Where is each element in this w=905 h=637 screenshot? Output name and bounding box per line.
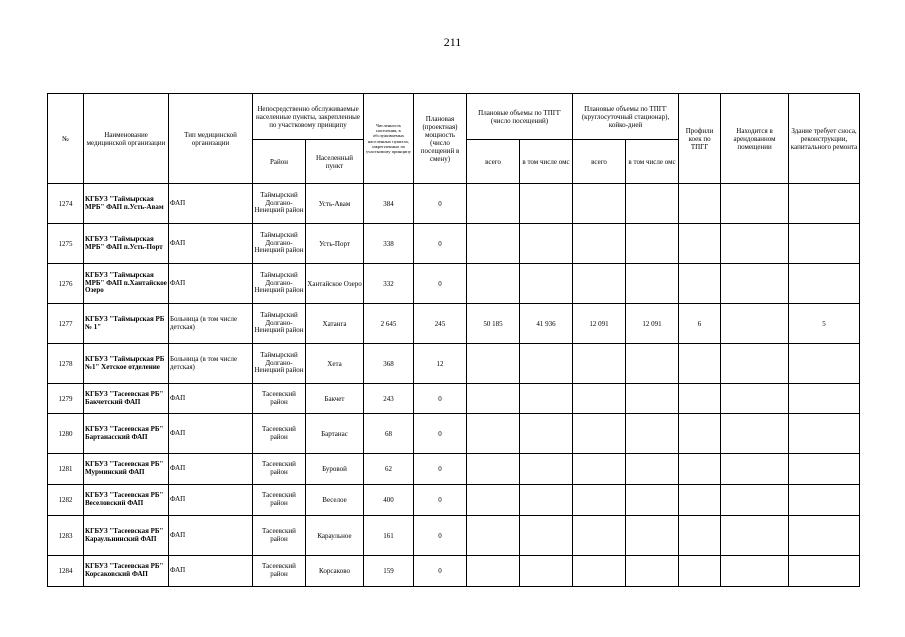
row-org-name: КГБУЗ "Таймырская МРБ" ФАП п.Усть-Порт	[84, 224, 169, 264]
table-row	[48, 516, 860, 556]
row-bed-profile	[679, 516, 721, 556]
row-district: Тасеевский район	[253, 485, 306, 516]
row-population: 338	[364, 224, 414, 264]
row-rented	[721, 304, 789, 344]
row-visits-oms	[520, 516, 573, 556]
row-no: 1282	[48, 485, 84, 516]
page-number: 211	[443, 35, 462, 49]
row-visits-total	[467, 264, 520, 304]
row-org-name: КГБУЗ "Таймырская МРБ" ФАП п.Усть-Авам	[84, 184, 169, 224]
row-org-type: ФАП	[169, 516, 253, 556]
table-row	[48, 454, 860, 485]
row-rented	[721, 264, 789, 304]
header-needs-repair: Здание требует сноса, реконструкции, капитального ремонта	[789, 94, 860, 184]
row-org-name: КГБУЗ "Таймырская РБ №1" Хетское отделение	[84, 344, 169, 384]
row-beds-total	[573, 384, 626, 414]
row-no: 1277	[48, 304, 84, 344]
row-no: 1274	[48, 184, 84, 224]
row-population: 68	[364, 414, 414, 454]
row-bed-profile	[679, 344, 721, 384]
table-row	[48, 344, 860, 384]
header-tpgg-beds: Плановые объемы по ТПГГ (круглосуточный стационар), койко-дней	[573, 94, 679, 140]
row-beds-oms	[626, 184, 679, 224]
row-capacity: 0	[414, 224, 467, 264]
row-org-name: КГБУЗ "Таймырская МРБ" ФАП п.Хантайское Озеро	[84, 264, 169, 304]
row-beds-oms	[626, 556, 679, 587]
row-beds-total	[573, 344, 626, 384]
row-visits-oms	[520, 414, 573, 454]
row-org-type: ФАП	[169, 485, 253, 516]
row-settlement: Усть-Порт	[306, 224, 364, 264]
header-population: Численность населения, в обслуживаемых населенных пунктах, закрепленных по участковому принципу	[364, 94, 414, 184]
row-population: 400	[364, 485, 414, 516]
row-beds-oms	[626, 264, 679, 304]
row-visits-total	[467, 384, 520, 414]
row-bed-profile	[679, 184, 721, 224]
row-district: Тасеевский район	[253, 516, 306, 556]
header-visits-total: всего	[467, 140, 520, 184]
row-population: 2 645	[364, 304, 414, 344]
header-settlement: Населенный пункт	[306, 140, 364, 184]
row-needs-repair	[789, 485, 860, 516]
row-population: 161	[364, 516, 414, 556]
row-population: 243	[364, 384, 414, 414]
row-needs-repair	[789, 454, 860, 485]
row-capacity: 0	[414, 485, 467, 516]
row-rented	[721, 184, 789, 224]
row-rented	[721, 384, 789, 414]
row-bed-profile	[679, 264, 721, 304]
row-bed-profile: 6	[679, 304, 721, 344]
row-bed-profile	[679, 454, 721, 485]
row-visits-total	[467, 516, 520, 556]
row-capacity: 12	[414, 344, 467, 384]
row-no: 1280	[48, 414, 84, 454]
row-population: 384	[364, 184, 414, 224]
row-beds-oms	[626, 485, 679, 516]
row-beds-total	[573, 454, 626, 485]
row-visits-total	[467, 224, 520, 264]
row-org-type: Больница (в том числе детская)	[169, 344, 253, 384]
table-row	[48, 264, 860, 304]
row-visits-oms	[520, 264, 573, 304]
table-row	[48, 384, 860, 414]
row-no: 1283	[48, 516, 84, 556]
row-needs-repair	[789, 264, 860, 304]
row-capacity: 0	[414, 184, 467, 224]
header-bed-profile: Профили коек по ТПГГ	[679, 94, 721, 184]
row-population: 332	[364, 264, 414, 304]
row-settlement: Караульное	[306, 516, 364, 556]
row-visits-total	[467, 454, 520, 485]
row-beds-oms	[626, 414, 679, 454]
row-settlement: Буровой	[306, 454, 364, 485]
row-visits-oms	[520, 384, 573, 414]
row-beds-total	[573, 556, 626, 587]
row-needs-repair	[789, 414, 860, 454]
row-visits-total	[467, 414, 520, 454]
row-beds-total	[573, 485, 626, 516]
row-district: Таймырский Долгано-Ненецкий район	[253, 184, 306, 224]
header-rented: Находится в арендованном помещении	[721, 94, 789, 184]
row-settlement: Хантайское Озеро	[306, 264, 364, 304]
row-settlement: Усть-Авам	[306, 184, 364, 224]
row-no: 1275	[48, 224, 84, 264]
row-beds-oms	[626, 344, 679, 384]
row-bed-profile	[679, 414, 721, 454]
facilities-table	[47, 93, 860, 587]
row-capacity: 0	[414, 414, 467, 454]
row-capacity: 245	[414, 304, 467, 344]
row-beds-oms	[626, 224, 679, 264]
row-settlement: Веселое	[306, 485, 364, 516]
row-visits-oms	[520, 344, 573, 384]
row-no: 1279	[48, 384, 84, 414]
table-row	[48, 304, 860, 344]
row-district: Тасеевский район	[253, 414, 306, 454]
row-population: 62	[364, 454, 414, 485]
row-beds-total	[573, 184, 626, 224]
row-org-type: ФАП	[169, 454, 253, 485]
header-settlements-group: Непосредственно обслуживаемые населенные пункты, закрепленные по участковому принципу	[253, 94, 364, 140]
row-population: 368	[364, 344, 414, 384]
row-rented	[721, 414, 789, 454]
row-beds-oms: 12 091	[626, 304, 679, 344]
table-row	[48, 224, 860, 264]
row-org-name: КГБУЗ "Тасеевская РБ" Корсаковский ФАП	[84, 556, 169, 587]
row-visits-oms: 41 936	[520, 304, 573, 344]
header-no: №	[48, 94, 84, 184]
row-org-type: ФАП	[169, 414, 253, 454]
row-org-type: ФАП	[169, 556, 253, 587]
row-needs-repair	[789, 556, 860, 587]
row-beds-total: 12 091	[573, 304, 626, 344]
row-visits-total	[467, 485, 520, 516]
row-beds-oms	[626, 384, 679, 414]
row-org-name: КГБУЗ "Тасеевская РБ" Бакчетский ФАП	[84, 384, 169, 414]
row-rented	[721, 224, 789, 264]
row-visits-total: 50 185	[467, 304, 520, 344]
row-org-type: ФАП	[169, 224, 253, 264]
row-bed-profile	[679, 485, 721, 516]
row-org-type: ФАП	[169, 384, 253, 414]
row-needs-repair	[789, 384, 860, 414]
row-visits-total	[467, 344, 520, 384]
row-district: Таймырский Долгано-Ненецкий район	[253, 304, 306, 344]
row-visits-total	[467, 556, 520, 587]
row-beds-total	[573, 264, 626, 304]
row-org-name: КГБУЗ "Таймырская РБ № 1"	[84, 304, 169, 344]
row-needs-repair	[789, 224, 860, 264]
row-org-name: КГБУЗ "Тасеевская РБ" Караульнинский ФАП	[84, 516, 169, 556]
row-capacity: 0	[414, 556, 467, 587]
table-row	[48, 184, 860, 224]
row-no: 1276	[48, 264, 84, 304]
row-beds-oms	[626, 516, 679, 556]
header-beds-total: всего	[573, 140, 626, 184]
row-capacity: 0	[414, 516, 467, 556]
header-capacity: Плановая (проектная) мощность (число посещений в смену)	[414, 94, 467, 184]
row-visits-oms	[520, 224, 573, 264]
row-visits-oms	[520, 485, 573, 516]
row-bed-profile	[679, 556, 721, 587]
row-org-type: ФАП	[169, 184, 253, 224]
row-settlement: Бакчет	[306, 384, 364, 414]
row-beds-total	[573, 414, 626, 454]
row-visits-oms	[520, 556, 573, 587]
table-row	[48, 414, 860, 454]
header-org-name: Наименование медицинской организации	[84, 94, 169, 184]
row-settlement: Хета	[306, 344, 364, 384]
row-rented	[721, 516, 789, 556]
row-population: 159	[364, 556, 414, 587]
row-bed-profile	[679, 384, 721, 414]
row-rented	[721, 485, 789, 516]
row-rented	[721, 556, 789, 587]
row-beds-oms	[626, 454, 679, 485]
row-district: Тасеевский район	[253, 454, 306, 485]
row-visits-oms	[520, 184, 573, 224]
row-visits-total	[467, 184, 520, 224]
row-capacity: 0	[414, 264, 467, 304]
row-org-name: КГБУЗ "Тасеевская РБ" Мурминский ФАП	[84, 454, 169, 485]
row-rented	[721, 454, 789, 485]
table-row	[48, 485, 860, 516]
header-visits-oms: в том числе омс	[520, 140, 573, 184]
row-needs-repair: 5	[789, 304, 860, 344]
row-visits-oms	[520, 454, 573, 485]
row-needs-repair	[789, 516, 860, 556]
header-org-type: Тип медицинской организации	[169, 94, 253, 184]
row-no: 1284	[48, 556, 84, 587]
row-org-type: Больница (в том числе детская)	[169, 304, 253, 344]
row-needs-repair	[789, 184, 860, 224]
row-district: Таймырский Долгано-Ненецкий район	[253, 224, 306, 264]
row-bed-profile	[679, 224, 721, 264]
row-district: Таймырский Долгано-Ненецкий район	[253, 264, 306, 304]
header-tpgg-visits: Плановые объемы по ТПГГ (число посещений)	[467, 94, 573, 140]
row-settlement: Бартанас	[306, 414, 364, 454]
header-beds-oms: в том числе омс	[626, 140, 679, 184]
row-district: Тасеевский район	[253, 556, 306, 587]
row-rented	[721, 344, 789, 384]
row-district: Тасеевский район	[253, 384, 306, 414]
row-needs-repair	[789, 344, 860, 384]
row-org-type: ФАП	[169, 264, 253, 304]
row-org-name: КГБУЗ "Тасеевская РБ" Бартанасский ФАП	[84, 414, 169, 454]
row-settlement: Хатанга	[306, 304, 364, 344]
row-no: 1278	[48, 344, 84, 384]
row-no: 1281	[48, 454, 84, 485]
table-row	[48, 556, 860, 587]
row-district: Таймырский Долгано-Ненецкий район	[253, 344, 306, 384]
row-beds-total	[573, 224, 626, 264]
row-capacity: 0	[414, 454, 467, 485]
row-beds-total	[573, 516, 626, 556]
row-settlement: Корсаково	[306, 556, 364, 587]
row-capacity: 0	[414, 384, 467, 414]
row-org-name: КГБУЗ "Тасеевская РБ" Веселовский ФАП	[84, 485, 169, 516]
header-district: Район	[253, 140, 306, 184]
